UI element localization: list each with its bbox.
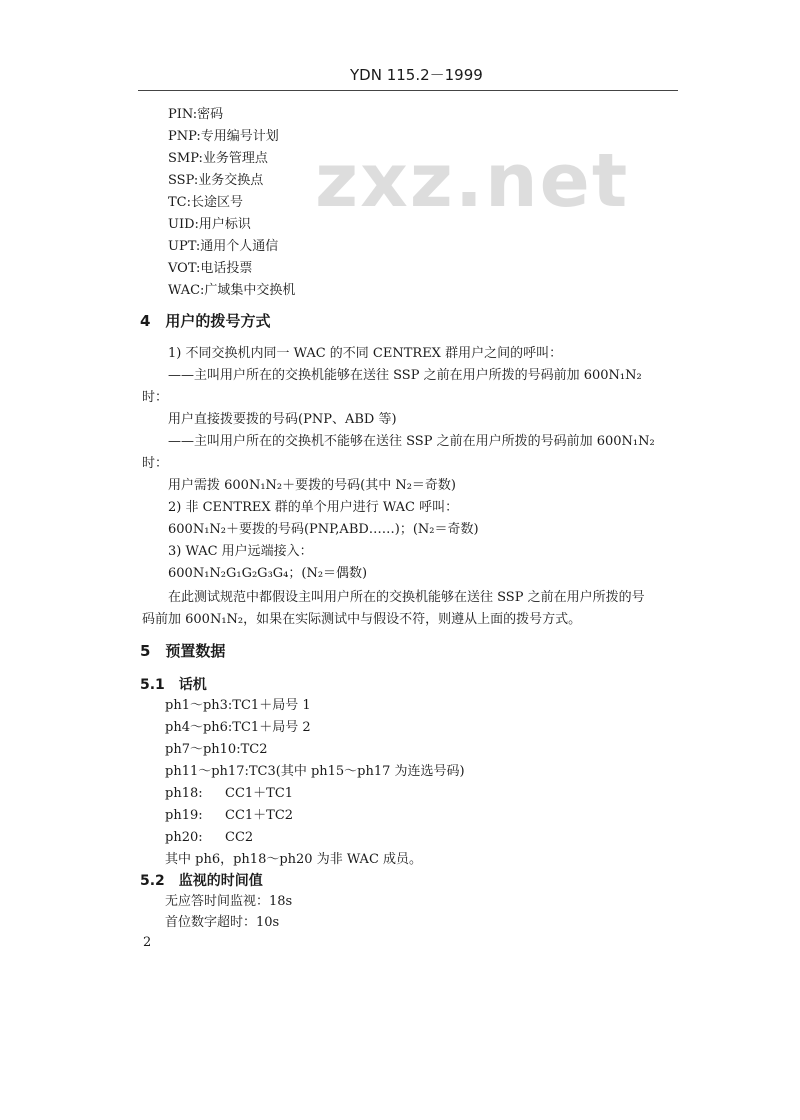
abbr-item-uid: UID:用户标识: [168, 217, 251, 232]
abbr-item-vot: VOT:电话投票: [168, 261, 253, 276]
header-rule: [138, 90, 678, 91]
phone-row-value: CC2: [225, 830, 254, 845]
s4-line: 在此测试规范中都假设主叫用户所在的交换机能够在送往 SSP 之前在用户所拨的号: [168, 590, 645, 605]
abbr-item-pin: PIN:密码: [168, 107, 224, 122]
phone-row-label: ph1～ph3:TC1＋局号 1: [165, 698, 311, 713]
abbr-item-tc: TC:长途区号: [168, 195, 243, 210]
abbr-item-smp: SMP:业务管理点: [168, 151, 268, 166]
abbr-item-upt: UPT:通用个人通信: [168, 239, 279, 254]
phone-row-value: CC1＋TC2: [225, 808, 294, 823]
page-number: 2: [143, 935, 152, 950]
phone-row-label: ph20:: [165, 830, 203, 845]
s4-line: ——主叫用户所在的交换机不能够在送往 SSP 之前在用户所拨的号码前加 600N₁N₂: [168, 434, 655, 449]
s4-line: 时：: [142, 456, 169, 471]
section-5-1-heading: 5.1 话机: [140, 677, 207, 693]
s4-line: 码前加 600N₁N₂，如果在实际测试中与假设不符，则遵从上面的拨号方式。: [142, 612, 582, 627]
page-header-title: YDN 115.2－1999: [350, 66, 483, 84]
phone-note: 其中 ph6，ph18～ph20 为非 WAC 成员。: [165, 852, 423, 867]
phone-row-label: ph19:: [165, 808, 203, 823]
s4-line: ——主叫用户所在的交换机能够在送往 SSP 之前在用户所拨的号码前加 600N₁N₂: [168, 368, 642, 383]
phone-row: [165, 697, 311, 714]
phone-row: [165, 741, 267, 758]
section-5-heading: 5 预置数据: [140, 642, 226, 660]
phone-row-label: ph4～ph6:TC1＋局号 2: [165, 720, 311, 735]
s4-line: 2) 非 CENTREX 群的单个用户进行 WAC 呼叫：: [168, 500, 459, 515]
phone-row: [165, 785, 294, 802]
abbr-item-pnp: PNP:专用编号计划: [168, 129, 279, 144]
phone-row: [165, 763, 465, 780]
section-4-heading: 4 用户的拨号方式: [140, 312, 271, 330]
s4-line: 用户直接拨要拨的号码(PNP、ABD 等): [168, 412, 397, 427]
s4-line: 600N₁N₂＋要拨的号码(PNP,ABD……)；(N₂＝奇数): [168, 522, 479, 537]
phone-row-value: CC1＋TC1: [225, 786, 294, 801]
section-5-2-heading: 5.2 监视的时间值: [140, 873, 263, 889]
abbr-item-ssp: SSP:业务交换点: [168, 173, 264, 188]
timer-line: 首位数字超时：10s: [165, 915, 280, 930]
s4-line: 用户需拨 600N₁N₂＋要拨的号码(其中 N₂＝奇数): [168, 478, 456, 493]
phone-row-label: ph11～ph17:TC3(其中 ph15～ph17 为连选号码): [165, 764, 465, 779]
phone-row: [165, 719, 311, 736]
s4-line: 3) WAC 用户远端接入：: [168, 544, 313, 559]
phone-row: [165, 807, 294, 824]
s4-line: 1) 不同交换机内同一 WAC 的不同 CENTREX 群用户之间的呼叫：: [168, 346, 563, 361]
s4-line: 600N₁N₂G₁G₂G₃G₄；(N₂＝偶数): [168, 566, 368, 581]
timer-line: 无应答时间监视：18s: [165, 894, 293, 909]
phone-row-label: ph7～ph10:TC2: [165, 742, 268, 757]
abbr-item-wac: WAC:广域集中交换机: [168, 283, 296, 298]
phone-row-label: ph18:: [165, 786, 203, 801]
s4-line: 时：: [142, 390, 169, 405]
watermark: zxz.net: [315, 138, 630, 224]
phone-row: [165, 829, 254, 846]
